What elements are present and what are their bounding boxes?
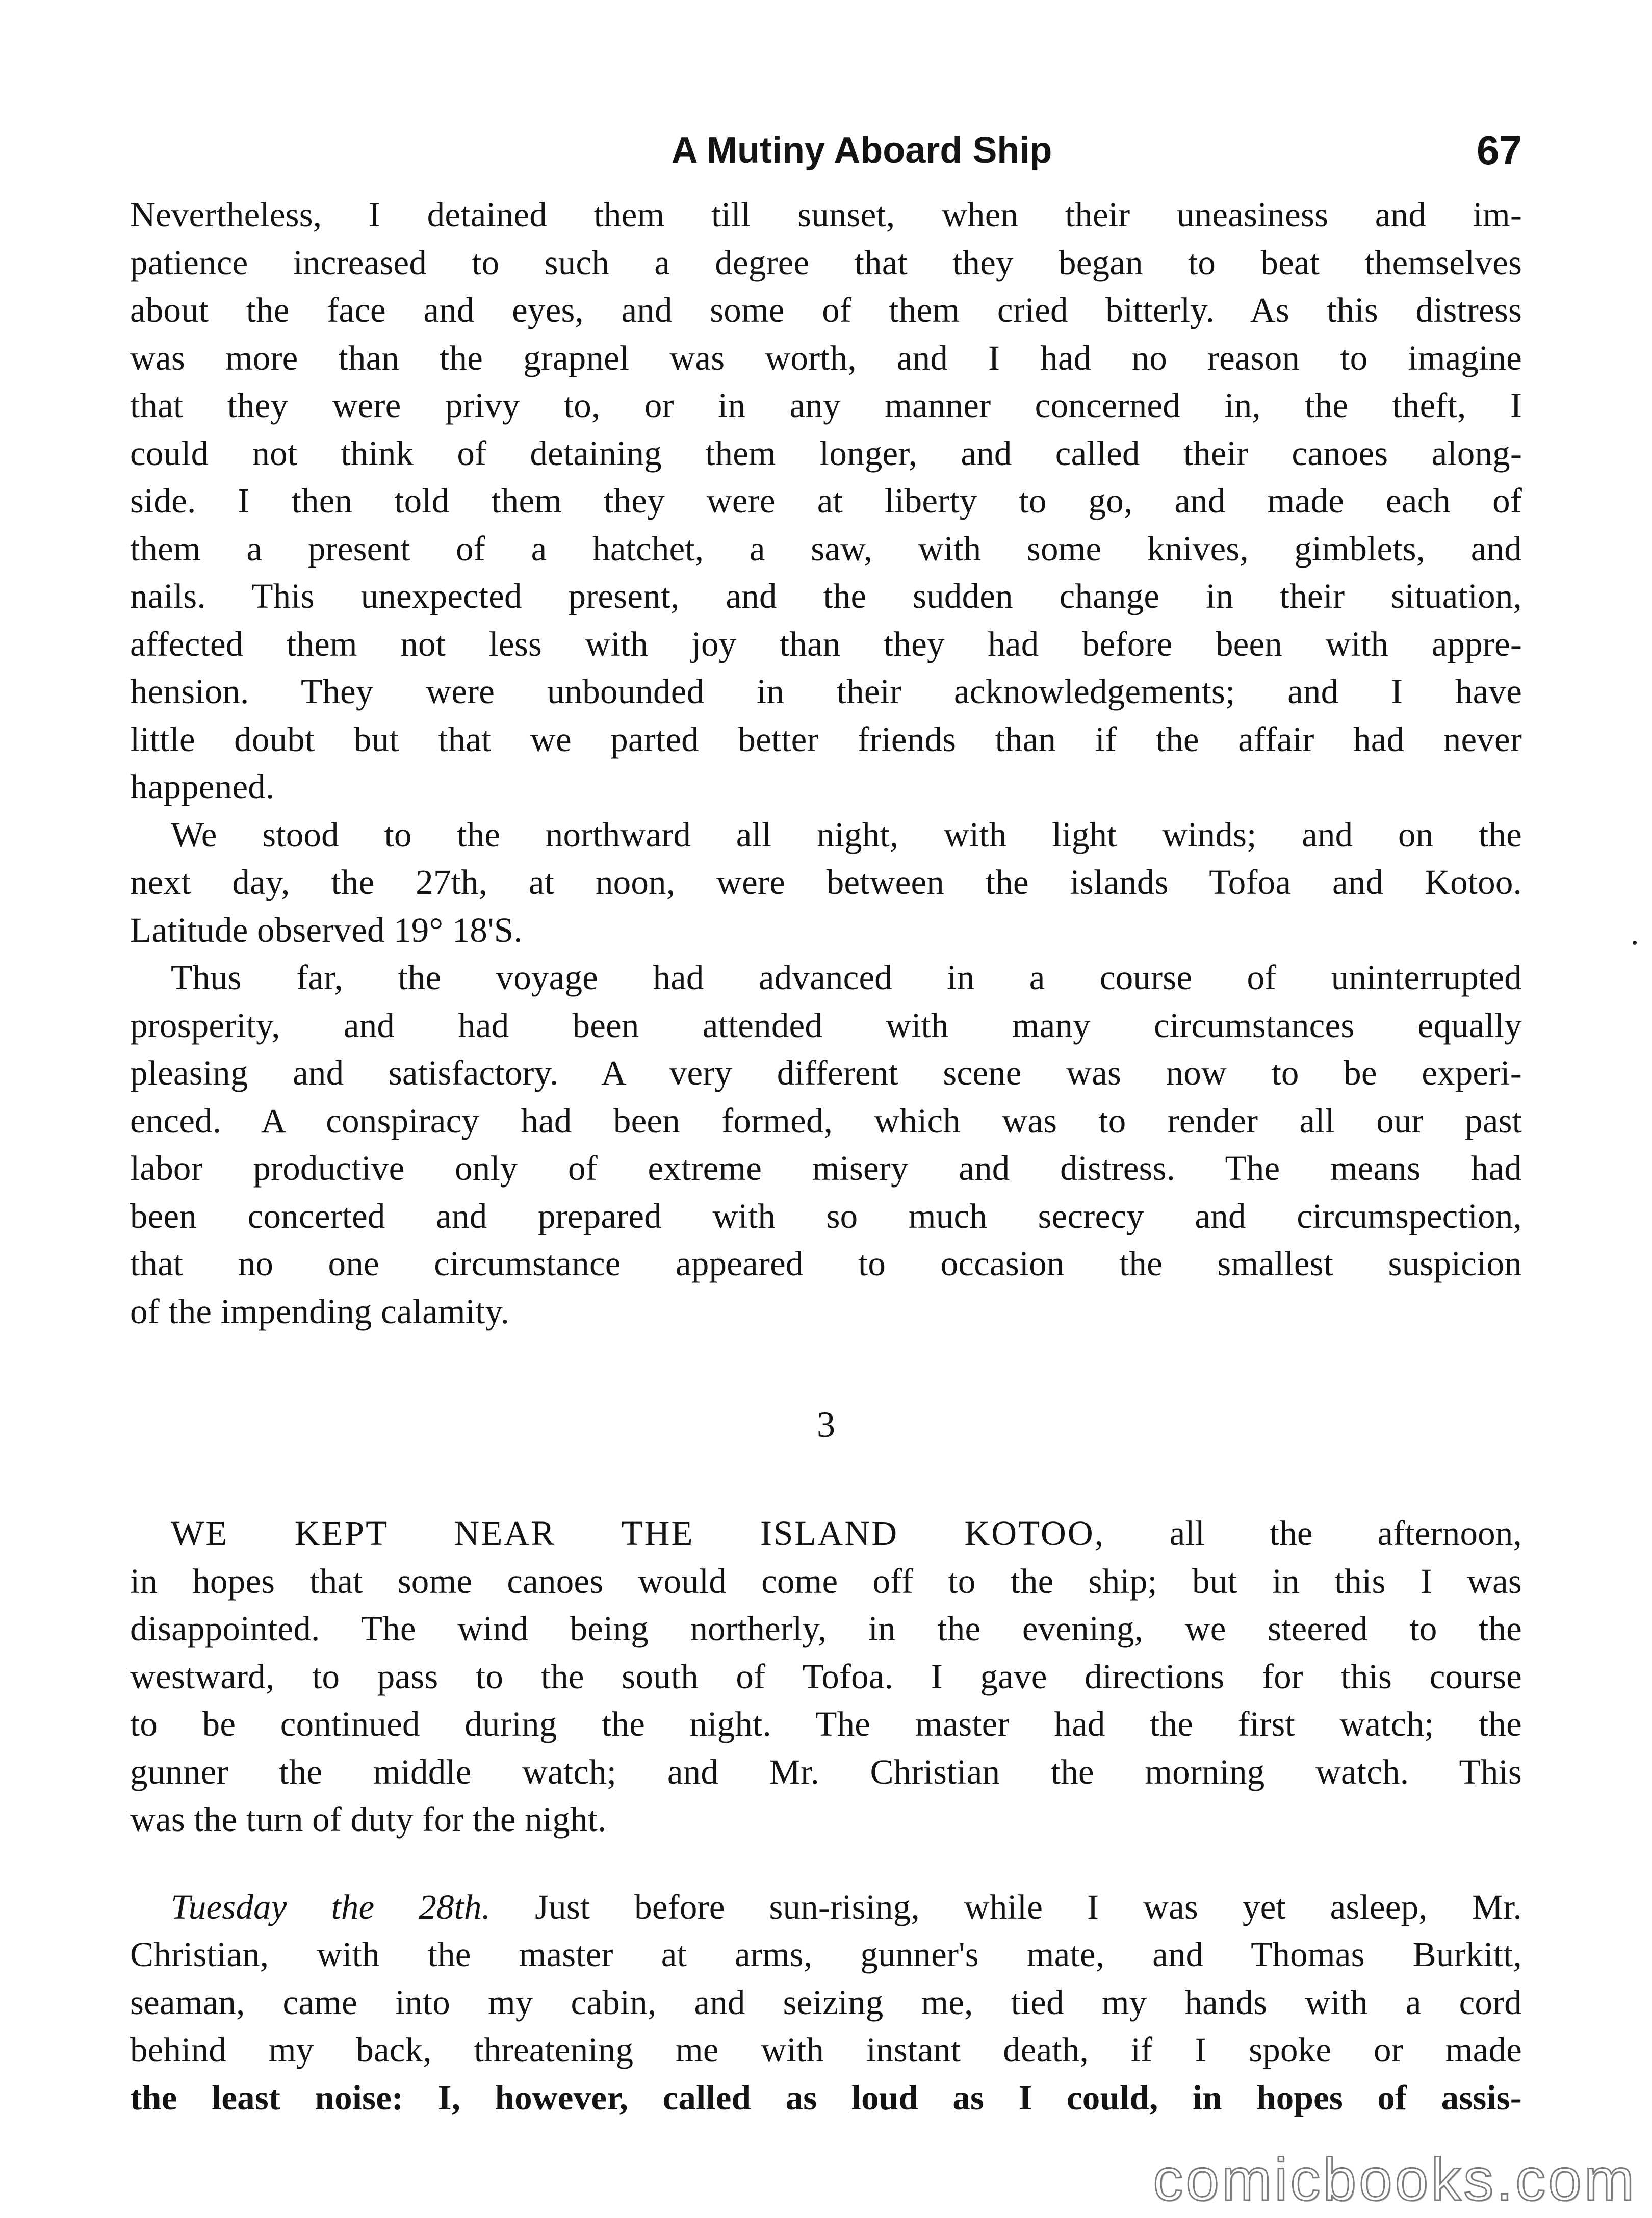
text-line: affected them not less with joy than they had before been with appre-: [130, 624, 1522, 663]
text-line: We stood to the northward all night, with light winds; and on the: [171, 815, 1522, 854]
text-line: could not think of detaining them longer, and called their canoes along-: [130, 433, 1522, 473]
text-line: westward, to pass to the south of Tofoa. I gave directions for this course: [130, 1657, 1522, 1696]
text-line: behind my back, threatening me with instant death, if I spoke or made: [130, 2030, 1522, 2069]
text-line: pleasing and satisfactory. A very different scene was now to be experi-: [130, 1053, 1522, 1092]
text-line: Thus far, the voyage had advanced in a course of uninterrupted: [171, 958, 1522, 997]
text-line: [130, 1510, 1522, 1558]
text-line: patience increased to such a degree that they began to beat themselves: [130, 243, 1522, 282]
text-line: enced. A conspiracy had been formed, which was to render all our past: [130, 1101, 1522, 1140]
text-line: labor productive only of extreme misery and distress. The means had: [130, 1149, 1522, 1188]
book-page: [130, 120, 1522, 2122]
text-line: the least noise: I, however, called as loud as I could, in hopes of assis-: [130, 2078, 1522, 2117]
print-speck: [1633, 941, 1637, 945]
paragraph-5: [130, 1884, 1522, 2122]
paragraph-gap: [130, 1844, 1522, 1884]
text-run: all the afternoon,: [1104, 1514, 1522, 1553]
text-line: disappointed. The wind being northerly, in the evening, we steered to the: [130, 1609, 1522, 1648]
journal-date: Tuesday the 28th.: [171, 1887, 491, 1926]
text-line: little doubt but that we parted better friends than if the affair had never: [130, 719, 1522, 759]
text-line: that no one circumstance appeared to occasion the smallest suspicion: [130, 1244, 1522, 1283]
text-line: to be continued during the night. The master had the first watch; the: [130, 1705, 1522, 1743]
text-line: [130, 1884, 1522, 1931]
text-line: seaman, came into my cabin, and seizing me, tied my hands with a cord: [130, 1982, 1522, 2022]
text-line: hension. They were unbounded in their acknowledgements; and I have: [130, 672, 1522, 711]
text-line: about the face and eyes, and some of them cried bitterly. As this distress: [130, 291, 1522, 329]
text-line: them a present of a hatchet, a saw, with some knives, gimblets, and: [130, 529, 1522, 568]
paragraph-3: [130, 954, 1522, 1335]
text-line: Nevertheless, I detained them till sunset, when their uneasiness and im-: [130, 195, 1522, 234]
text-line: Christian, with the master at arms, gunner's mate, and Thomas Burkitt,: [130, 1935, 1522, 1974]
page-number: 67: [1477, 127, 1522, 173]
text-line: gunner the middle watch; and Mr. Christian the morning watch. This: [130, 1752, 1522, 1791]
text-line: next day, the 27th, at noon, were between the islands Tofoa and Kotoo.: [130, 863, 1522, 901]
text-run: Just before sun-rising, while I was yet asleep, Mr.: [491, 1887, 1522, 1926]
text-line: happened.: [130, 767, 275, 806]
text-line: side. I then told them they were at liberty to go, and made each of: [130, 481, 1522, 520]
paragraph-2: [130, 811, 1522, 955]
text-line: was the turn of duty for the night.: [130, 1800, 607, 1839]
page-title: A Mutiny Aboard Ship: [671, 130, 1052, 171]
watermark: comicbooks.com: [1153, 2146, 1637, 2213]
paragraph-4: [130, 1510, 1522, 1844]
running-head: [130, 120, 1522, 191]
text-line: was more than the grapnel was worth, and I had no reason to imagine: [130, 338, 1522, 377]
text-line: in hopes that some canoes would come off to the ship; but in this I was: [130, 1561, 1522, 1601]
text-line: been concerted and prepared with so much secrecy and circumspection,: [130, 1196, 1522, 1235]
text-line: that they were privy to, or in any manner concerned in, the theft, I: [130, 386, 1522, 425]
text-line: nails. This unexpected present, and the sudden change in their situation,: [130, 577, 1522, 615]
section-number: 3: [817, 1404, 835, 1445]
text-line: of the impending calamity.: [130, 1292, 510, 1331]
paragraph-1: [130, 191, 1522, 811]
section-lead-in: WE KEPT NEAR THE ISLAND KOTOO,: [171, 1514, 1105, 1553]
text-line: Latitude observed 19° 18'S.: [130, 910, 523, 949]
text-line: prosperity, and had been attended with many circumstances equally: [130, 1005, 1522, 1045]
